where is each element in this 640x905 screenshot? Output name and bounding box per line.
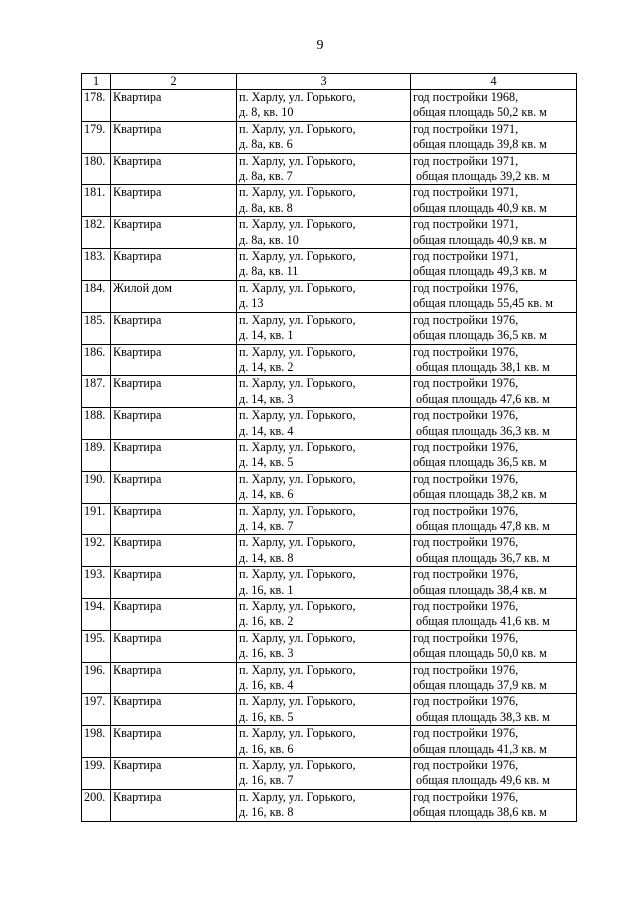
year-built-line: год постройки 1976, — [413, 344, 519, 359]
address-cell — [237, 758, 411, 790]
address-line-2: д. 8а, кв. 10 — [239, 232, 299, 247]
address-line-1: п. Харлу, ул. Горького, — [239, 599, 356, 613]
year-built-line: год постройки 1976, — [413, 408, 519, 423]
object-type-cell: Квартира — [111, 662, 237, 694]
address-line-1: п. Харлу, ул. Горького, — [239, 662, 356, 677]
row-number-cell: 192. — [82, 535, 111, 567]
area-line: общая площадь 38,1 кв. м — [416, 359, 550, 374]
area-line: общая площадь 47,8 кв. м — [416, 518, 550, 533]
object-type-cell: Квартира — [111, 121, 237, 153]
row-number-cell: 194. — [82, 599, 111, 631]
address-line-1: п. Харлу, ул. Горького, — [239, 439, 356, 454]
address-line-2: д. 16, кв. 6 — [239, 741, 294, 756]
year-built-line: год постройки 1976, — [413, 726, 519, 741]
address-cell — [237, 567, 411, 599]
address-line-1: п. Харлу, ул. Горького, — [239, 280, 356, 295]
address-cell — [237, 694, 411, 726]
year-built-line: год постройки 1976, — [413, 630, 519, 645]
area-line: общая площадь 36,3 кв. м — [416, 423, 550, 438]
year-built-line: год постройки 1976, — [413, 567, 519, 582]
address-cell — [237, 249, 411, 281]
object-type-cell: Квартира — [111, 312, 237, 344]
year-built-line: год постройки 1976, — [413, 312, 519, 327]
address-line-1: п. Харлу, ул. Горького, — [239, 121, 356, 136]
address-line-1: п. Харлу, ул. Горького, — [239, 217, 356, 232]
address-cell — [237, 344, 411, 376]
info-cell — [411, 217, 577, 249]
address-line-1: п. Харлу, ул. Горького, — [239, 153, 356, 168]
table-row — [82, 280, 577, 312]
object-type-cell: Квартира — [111, 503, 237, 535]
table-row — [82, 153, 577, 185]
object-type-cell: Квартира — [111, 726, 237, 758]
info-cell — [411, 726, 577, 758]
object-type-cell: Квартира — [111, 694, 237, 726]
year-built-line: год постройки 1976, — [413, 599, 519, 613]
address-cell — [237, 408, 411, 440]
object-type-cell: Квартира — [111, 344, 237, 376]
address-line-1: п. Харлу, ул. Горького, — [239, 249, 356, 264]
year-built-line: год постройки 1971, — [413, 185, 519, 200]
info-cell — [411, 503, 577, 535]
address-line-1: п. Харлу, ул. Горького, — [239, 726, 356, 741]
address-cell — [237, 726, 411, 758]
year-built-line: год постройки 1976, — [413, 662, 519, 677]
address-line-2: д. 16, кв. 3 — [239, 646, 294, 661]
area-line: общая площадь 50,0 кв. м — [413, 646, 547, 661]
object-type-cell: Квартира — [111, 439, 237, 471]
row-number-cell: 183. — [82, 249, 111, 281]
table-row — [82, 185, 577, 217]
address-line-2: д. 8а, кв. 8 — [239, 200, 293, 215]
area-line: общая площадь 49,3 кв. м — [413, 264, 547, 279]
row-number-cell: 178. — [82, 90, 111, 122]
row-number-cell: 196. — [82, 662, 111, 694]
table-row — [82, 217, 577, 249]
address-line-1: п. Харлу, ул. Горького, — [239, 312, 356, 327]
area-line: общая площадь 36,5 кв. м — [413, 455, 547, 470]
address-line-1: п. Харлу, ул. Горького, — [239, 344, 356, 359]
area-line: общая площадь 36,5 кв. м — [413, 328, 547, 343]
address-line-1: п. Харлу, ул. Горького, — [239, 408, 356, 423]
row-number-cell: 179. — [82, 121, 111, 153]
info-cell — [411, 153, 577, 185]
year-built-line: год постройки 1971, — [413, 121, 519, 136]
address-cell — [237, 376, 411, 408]
year-built-line: год постройки 1976, — [413, 439, 519, 454]
address-line-1: п. Харлу, ул. Горького, — [239, 90, 356, 104]
address-line-2: д. 16, кв. 8 — [239, 805, 294, 820]
object-type-cell: Жилой дом — [111, 280, 237, 312]
year-built-line: год постройки 1976, — [413, 694, 519, 709]
address-line-1: п. Харлу, ул. Горького, — [239, 567, 356, 582]
object-type-cell: Квартира — [111, 376, 237, 408]
info-cell — [411, 471, 577, 503]
object-type-cell: Квартира — [111, 789, 237, 821]
address-cell — [237, 153, 411, 185]
year-built-line: год постройки 1976, — [413, 758, 519, 773]
address-line-2: д. 16, кв. 5 — [239, 709, 294, 724]
row-number-cell: 200. — [82, 789, 111, 821]
row-number-cell: 195. — [82, 630, 111, 662]
address-line-2: д. 8, кв. 10 — [239, 105, 294, 120]
address-line-2: д. 14, кв. 7 — [239, 518, 294, 533]
table-header-row — [82, 74, 577, 90]
object-type-cell: Квартира — [111, 408, 237, 440]
area-line: общая площадь 36,7 кв. м — [416, 550, 550, 565]
table-row — [82, 121, 577, 153]
header-cell-3: 3 — [237, 74, 411, 90]
address-line-2: д. 14, кв. 8 — [239, 550, 294, 565]
year-built-line: год постройки 1968, — [413, 90, 519, 104]
address-line-2: д. 14, кв. 6 — [239, 487, 294, 502]
area-line: общая площадь 49,6 кв. м — [416, 773, 550, 788]
object-type-cell: Квартира — [111, 535, 237, 567]
row-number-cell: 185. — [82, 312, 111, 344]
table-row — [82, 471, 577, 503]
address-cell — [237, 535, 411, 567]
table-row — [82, 758, 577, 790]
area-line: общая площадь 55,45 кв. м — [413, 296, 553, 311]
info-cell — [411, 90, 577, 122]
property-table — [81, 73, 577, 822]
address-cell — [237, 503, 411, 535]
area-line: общая площадь 41,3 кв. м — [413, 741, 547, 756]
address-cell — [237, 90, 411, 122]
year-built-line: год постройки 1976, — [413, 789, 519, 804]
table-row — [82, 376, 577, 408]
area-line: общая площадь 37,9 кв. м — [413, 678, 547, 693]
area-line: общая площадь 39,2 кв. м — [416, 169, 550, 184]
object-type-cell: Квартира — [111, 153, 237, 185]
object-type-cell: Квартира — [111, 630, 237, 662]
address-line-2: д. 8а, кв. 11 — [239, 264, 299, 279]
year-built-line: год постройки 1971, — [413, 249, 519, 264]
address-cell — [237, 439, 411, 471]
year-built-line: год постройки 1971, — [413, 153, 519, 168]
table-row — [82, 726, 577, 758]
address-cell — [237, 599, 411, 631]
address-line-2: д. 16, кв. 7 — [239, 773, 294, 788]
address-line-2: д. 14, кв. 1 — [239, 328, 294, 343]
table-row — [82, 535, 577, 567]
address-line-1: п. Харлу, ул. Горького, — [239, 503, 356, 518]
info-cell — [411, 535, 577, 567]
row-number-cell: 181. — [82, 185, 111, 217]
address-cell — [237, 217, 411, 249]
address-line-2: д. 14, кв. 3 — [239, 391, 294, 406]
table-row — [82, 789, 577, 821]
area-line: общая площадь 38,3 кв. м — [416, 709, 550, 724]
row-number-cell: 199. — [82, 758, 111, 790]
info-cell — [411, 280, 577, 312]
address-line-1: п. Харлу, ул. Горького, — [239, 376, 356, 391]
row-number-cell: 184. — [82, 280, 111, 312]
table-row — [82, 90, 577, 122]
info-cell — [411, 344, 577, 376]
info-cell — [411, 789, 577, 821]
table-row — [82, 567, 577, 599]
info-cell — [411, 249, 577, 281]
info-cell — [411, 312, 577, 344]
object-type-cell: Квартира — [111, 758, 237, 790]
address-line-1: п. Харлу, ул. Горького, — [239, 535, 356, 550]
year-built-line: год постройки 1976, — [413, 471, 519, 486]
info-cell — [411, 376, 577, 408]
address-line-2: д. 14, кв. 5 — [239, 455, 294, 470]
address-line-1: п. Харлу, ул. Горького, — [239, 630, 356, 645]
address-line-2: д. 14, кв. 4 — [239, 423, 294, 438]
table-body — [82, 74, 577, 822]
info-cell — [411, 694, 577, 726]
header-cell-2: 2 — [111, 74, 237, 90]
address-line-1: п. Харлу, ул. Горького, — [239, 789, 356, 804]
table-row — [82, 662, 577, 694]
row-number-cell: 182. — [82, 217, 111, 249]
address-line-1: п. Харлу, ул. Горького, — [239, 185, 356, 200]
address-cell — [237, 185, 411, 217]
row-number-cell: 198. — [82, 726, 111, 758]
address-line-2: д. 16, кв. 4 — [239, 678, 294, 693]
object-type-cell: Квартира — [111, 567, 237, 599]
area-line: общая площадь 39,8 кв. м — [413, 137, 547, 152]
table-row — [82, 312, 577, 344]
row-number-cell: 197. — [82, 694, 111, 726]
info-cell — [411, 185, 577, 217]
table-row — [82, 630, 577, 662]
table-row — [82, 344, 577, 376]
table-row — [82, 503, 577, 535]
info-cell — [411, 121, 577, 153]
address-line-1: п. Харлу, ул. Горького, — [239, 471, 356, 486]
header-cell-1: 1 — [82, 74, 111, 90]
info-cell — [411, 758, 577, 790]
object-type-cell: Квартира — [111, 185, 237, 217]
area-line: общая площадь 50,2 кв. м — [413, 105, 547, 120]
year-built-line: год постройки 1976, — [413, 535, 519, 550]
address-line-2: д. 14, кв. 2 — [239, 359, 294, 374]
info-cell — [411, 630, 577, 662]
table-row — [82, 694, 577, 726]
object-type-cell: Квартира — [111, 249, 237, 281]
address-line-2: д. 8а, кв. 6 — [239, 137, 293, 152]
address-cell — [237, 280, 411, 312]
address-cell — [237, 789, 411, 821]
area-line: общая площадь 47,6 кв. м — [416, 391, 550, 406]
address-line-2: д. 13 — [239, 296, 264, 311]
address-line-2: д. 16, кв. 1 — [239, 582, 294, 597]
area-line: общая площадь 41,6 кв. м — [416, 614, 550, 629]
table-row — [82, 249, 577, 281]
page-number: 9 — [316, 38, 324, 53]
year-built-line: год постройки 1971, — [413, 217, 519, 232]
info-cell — [411, 439, 577, 471]
header-cell-4: 4 — [411, 74, 577, 90]
table-row — [82, 599, 577, 631]
address-cell — [237, 471, 411, 503]
info-cell — [411, 408, 577, 440]
row-number-cell: 180. — [82, 153, 111, 185]
object-type-cell: Квартира — [111, 471, 237, 503]
address-line-2: д. 16, кв. 2 — [239, 614, 294, 629]
row-number-cell: 188. — [82, 408, 111, 440]
area-line: общая площадь 38,2 кв. м — [413, 487, 547, 502]
row-number-cell: 189. — [82, 439, 111, 471]
address-cell — [237, 121, 411, 153]
area-line: общая площадь 38,4 кв. м — [413, 582, 547, 597]
object-type-cell: Квартира — [111, 599, 237, 631]
table-row — [82, 439, 577, 471]
row-number-cell: 187. — [82, 376, 111, 408]
area-line: общая площадь 40,9 кв. м — [413, 200, 547, 215]
address-line-2: д. 8а, кв. 7 — [239, 169, 293, 184]
object-type-cell: Квартира — [111, 217, 237, 249]
year-built-line: год постройки 1976, — [413, 376, 519, 391]
info-cell — [411, 567, 577, 599]
address-line-1: п. Харлу, ул. Горького, — [239, 758, 356, 773]
address-line-1: п. Харлу, ул. Горького, — [239, 694, 356, 709]
row-number-cell: 186. — [82, 344, 111, 376]
year-built-line: год постройки 1976, — [413, 280, 519, 295]
object-type-cell: Квартира — [111, 90, 237, 122]
row-number-cell: 193. — [82, 567, 111, 599]
info-cell — [411, 662, 577, 694]
area-line: общая площадь 38,6 кв. м — [413, 805, 547, 820]
address-cell — [237, 312, 411, 344]
year-built-line: год постройки 1976, — [413, 503, 519, 518]
address-cell — [237, 630, 411, 662]
table-row — [82, 408, 577, 440]
address-cell — [237, 662, 411, 694]
area-line: общая площадь 40,9 кв. м — [413, 232, 547, 247]
info-cell — [411, 599, 577, 631]
row-number-cell: 191. — [82, 503, 111, 535]
row-number-cell: 190. — [82, 471, 111, 503]
